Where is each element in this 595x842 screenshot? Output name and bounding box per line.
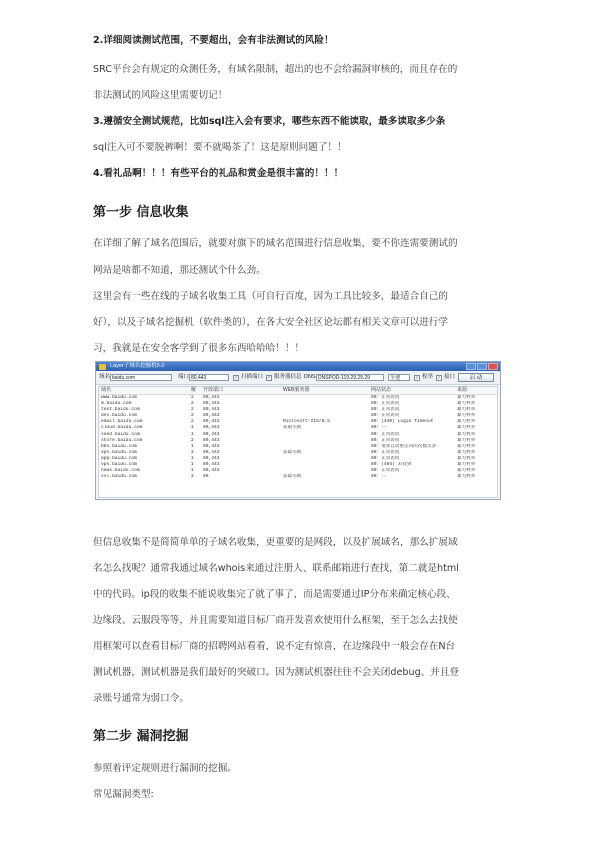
table-cell: 暴力枚举 [457,425,476,431]
table-cell: email.baidu.com [101,419,143,425]
table-cell: vps.baidu.com [101,462,137,468]
step-2-paragraph-1: 参照着评定规则进行漏洞的挖掘。 [93,763,237,774]
domain-label: 域名 [99,374,111,380]
column-header: 网站状态 [369,387,455,395]
step-1-paragraph-3-line-4: 边缘段、云服段等等，并且需要知道目标厂商开发喜欢使用什么框架，至于怎么去找使 [93,615,458,626]
results-table [99,387,497,480]
table-cell: 80 [203,474,209,480]
api-checkbox: ✓ [437,374,442,381]
table-cell: 获取失败 [283,425,302,431]
step-1-paragraph-3-line-1: 但信息收集不是简简单单的子域名收集，更重要的是网段，以及扩展域名，那么扩展域 [93,537,458,548]
rule-2-body-line-1: SRC平台会有规定的众测任务，有域名限制，超出的也不会给漏洞审核的，而且存在的 [93,64,458,75]
table-cell: 暴力枚举 [457,395,476,400]
table-cell: 暴力枚举 [457,401,476,407]
table-cell: 80,443 [203,419,220,425]
step-1-paragraph-3-line-6: 测试机器，测试机器是我们最好的突破口。因为测试机器往往不会关闭debug、并且登 [93,667,460,678]
table-cell: 2 [191,474,194,480]
table-cell: m.baidu.com [101,401,132,407]
table-cell: 暴力枚举 [457,437,476,443]
port-label: 端口 [178,374,190,380]
dns-select: DNSPOD-119.29.29.29 [316,374,384,381]
step-1-heading: 第一步 信息收集 [93,205,189,220]
table-cell: app.baidu.com [101,455,137,461]
table-cell [281,395,369,402]
table-cell: store.baidu.com [101,437,143,443]
speed-select: 全速 [388,374,410,381]
results-grid [98,386,498,498]
brute-checkbox: ✓ [415,374,420,381]
step-1-paragraph-3-line-2: 名怎么找呢？通常我通过域名whois来通过注册人、联系邮箱进行查找，第二就是html [93,563,459,574]
step-1-paragraph-2-line-3: 习，我就是在安全客学到了很多东西哈哈哈！！！ [93,343,305,354]
server-info-checkbox: ✓ [267,374,272,381]
column-header: 来源 [455,387,497,395]
close-icon [488,363,498,370]
table-cell: 1 [191,431,194,437]
step-1-paragraph-3-line-3: 中的代码。ip段的收集不能说收集完了就了事了，而是需要通过IP分布来确定核心段、 [93,589,456,600]
table-cell: 1 [191,462,194,468]
scan-ports-checkbox: ✓ [234,374,239,381]
table-cell: 80,443 [203,401,220,407]
table-cell: 获取失败 [283,474,302,480]
table-cell: cloud.baidu.com [101,425,143,431]
domain-input: baidu.com [110,374,172,381]
server-info-label: 服务器信息 [274,374,302,380]
step-1-paragraph-3-line-5: 用框架可以查看目标厂商的招聘网站看看，说不定有惊喜，在边缘段中一般会存在N台 [93,641,456,652]
step-1-paragraph-1-line-2: 网站是啥都不知道，那还测试个什么劲。 [93,265,266,276]
table-cell: 2 [191,419,194,425]
table-cell: 80,443 [203,425,220,431]
table-cell: bbs.baidu.com [101,443,137,449]
table-cell: 暴力枚举 [457,462,476,468]
table-cell: 2 [191,413,194,419]
table-cell: 暴力枚举 [457,407,476,413]
table-cell: 80,443 [203,431,220,437]
table-cell: 暴力枚举 [457,449,476,455]
table-cell: 2 [191,407,194,413]
rule-3-body: sql注入可不要脱裤啊！要不就喝茶了！这是原则问题了！！ [93,142,347,153]
table-cell: www.baidu.com [101,395,137,400]
table-cell: 80,443 [203,395,220,400]
rule-4-title: 4.看礼品啊！！！有些平台的礼品和赏金是很丰富的！！！ [93,168,344,179]
api-label: 接口 [444,374,456,380]
table-cell: 80,443 [203,462,220,468]
table-cell: 80：正常访问 [371,455,400,461]
step-2-paragraph-2: 常见漏洞类型: [93,789,154,800]
minimize-icon [466,363,476,370]
table-cell: 1 [191,455,194,461]
table-cell: 暴力枚举 [457,443,476,449]
table-cell: 80：正常访问 [371,437,400,443]
step-1-paragraph-2-line-1: 这里会有一些在线的子域名收集工具（可自行百度，因为工具比较多，最适合自己的 [93,291,448,302]
tool-window-title: Layer子域名挖掘机5.0 [110,363,165,369]
table-cell: 暴力枚举 [457,419,476,425]
table-cell: 80：正常访问 [371,449,400,455]
table-cell: 1 [191,468,194,474]
table-cell: 80：正常访问 [371,431,400,437]
table-cell: 80：正常访问 [371,407,400,413]
table-cell: 80,443 [203,407,220,413]
table-cell: 2 [191,395,194,400]
table-cell: 暴力枚举 [457,474,476,480]
port-input: 80,443 [189,374,229,381]
rule-2-body-line-2: 非法测试的风险这里需要切记！ [93,90,228,101]
table-row [99,395,497,402]
table-cell: 80,443 [203,437,220,443]
step-1-paragraph-2-line-2: 好），以及子域名挖掘机（软件类的），在各大安全社区论坛都有相关文章可以进行学 [93,317,448,328]
table-cell: vpn.baidu.com [101,449,137,455]
table-cell: 80：正常访问 [371,468,400,474]
column-header: 解 [189,387,201,395]
rule-2-title: 2.详细阅读测试范围，不要超出，会有非法测试的风险！ [93,35,334,46]
table-cell: 80：-- [371,425,387,431]
start-button: 启 动 [458,373,494,382]
table-cell: 80,443 [203,468,220,474]
table-cell: 获取失败 [283,449,302,455]
column-header: 开放端口 [201,387,281,395]
maximize-icon [477,363,487,370]
step-1-paragraph-3-line-7: 录账号通常为弱口令。 [93,693,189,704]
tool-options-bar [96,371,500,385]
table-cell: dev.baidu.com [101,413,137,419]
table-cell: 80：正常访问 [371,395,400,400]
tool-title-bar [96,362,500,371]
table-cell: 暴力枚举 [457,413,476,419]
table-cell: 80,443 [203,455,220,461]
table-cell: 80：正常访问 [371,401,400,407]
column-header: WEB服务器 [281,387,369,395]
table-cell: 80：-- [371,474,387,480]
table-cell: seed.baidu.com [101,431,140,437]
table-cell: 1 [191,443,194,449]
step-2-heading: 第二步 漏洞挖掘 [93,729,189,744]
table-cell: 2 [191,449,194,455]
scan-ports-label: 扫描端口 [241,374,264,380]
table-cell: Microsoft-IIS/8.5 [283,419,330,425]
table-cell: 1 [191,425,194,431]
table-cell: news.baidu.com [101,468,140,474]
table-cell: 暴力枚举 [457,431,476,437]
table-cell: 80：(440) Login Timeout [371,419,434,425]
subdomain-tool-screenshot [95,361,501,500]
table-cell: 2 [191,401,194,407]
table-cell: test.baidu.com [101,407,140,413]
table-cell: 80,443 [203,413,220,419]
table-cell: ssl.baidu.com [101,474,137,480]
results-header-row [99,387,497,395]
table-row [99,474,497,480]
brute-label: 枚举 [422,374,434,380]
table-cell: 暴力枚举 [457,468,476,474]
table-cell: 2 [191,437,194,443]
table-cell: 80：请求自动重定向的次数太多 [371,443,437,449]
table-cell: 暴力枚举 [457,455,476,461]
table-cell: 80：正常访问 [371,413,400,419]
app-logo-icon [99,364,106,370]
table-cell: 80：(404) 未找到 [371,462,412,468]
table-cell: 80,443 [203,443,220,449]
dns-label: DNS [304,374,316,380]
column-header: 域名 [99,387,189,395]
table-cell: 80,443 [203,449,220,455]
step-1-paragraph-1-line-1: 在详细了解了域名范围后，就要对旗下的域名范围进行信息收集，要不你连需要测试的 [93,238,458,249]
rule-3-title: 3.遵循安全测试规范，比如sql注入会有要求，哪些东西不能读取，最多读取多少条 [93,116,446,127]
